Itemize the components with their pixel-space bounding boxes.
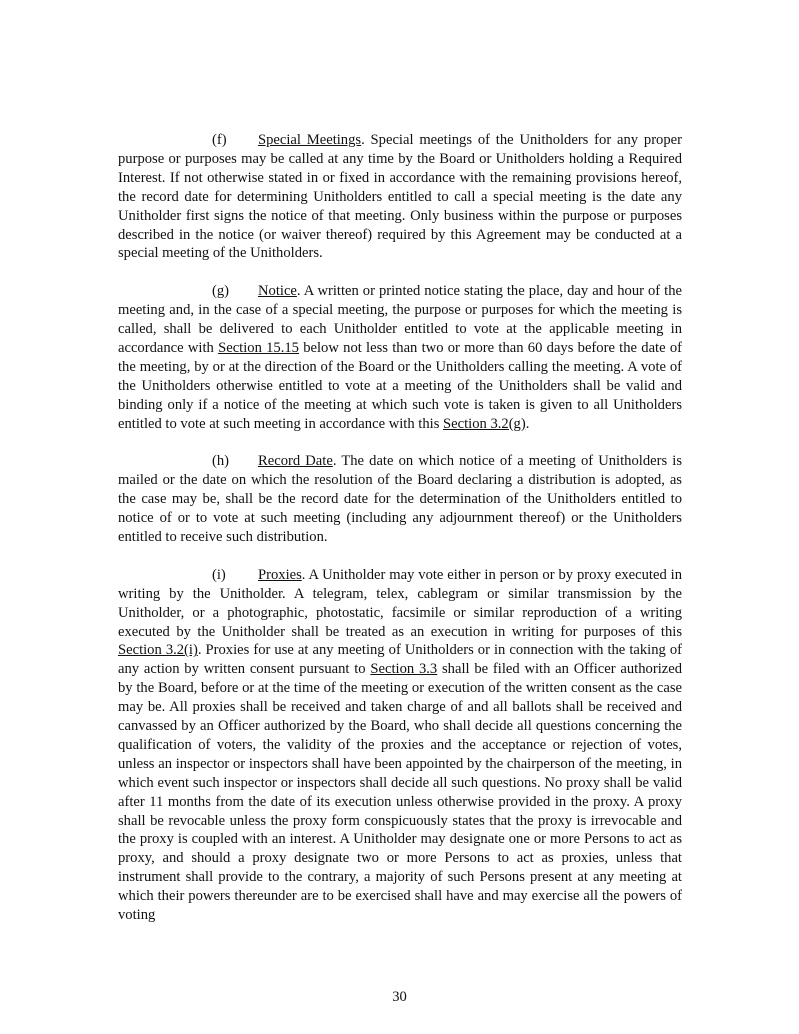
document-body bbox=[118, 131, 682, 944]
section-reference: Section 3.3 bbox=[370, 661, 438, 678]
page-number: 30 bbox=[392, 989, 407, 1005]
paragraph-marker: (i) bbox=[212, 566, 226, 583]
paragraph-text: . A written or printed notice stating the place, day and hour of the meeting and, in the case of a special meeting, the purpose or purposes for which the meeting is called, shall be delivered to each Unitholder entitled to vote at the applicable meeting in accordance with bbox=[118, 283, 682, 356]
paragraph-text: . bbox=[525, 415, 530, 432]
paragraph-marker: (g) bbox=[212, 283, 230, 300]
paragraph-text: . Proxies for use at any meeting of Unitholders or in connection with the taking of any action by written consent pursuant to bbox=[118, 642, 682, 678]
paragraph-marker: (h) bbox=[212, 453, 230, 470]
paragraph-heading: Record Date bbox=[258, 453, 333, 470]
paragraph-h-record-date bbox=[118, 452, 682, 547]
section-reference: Section 15.15 bbox=[218, 339, 299, 356]
paragraph-text: . Special meetings of the Unitholders for any proper purpose or purposes may be called at any time by the Board or Unitholders holding a Required Interest. If not otherwise stated in or fixed in accordance with the remaining provisions hereof, the record date for determining Unitholders entitled to call a special meeting is the date any Unitholder first signs the notice of that meeting. Only business within the purpose or purposes described in the notice (or waiver thereof) required by this Agreement may be conducted at a special meeting of the Unitholders. bbox=[118, 132, 682, 262]
paragraph-i-proxies bbox=[118, 566, 682, 925]
paragraph-heading: Proxies bbox=[258, 566, 302, 583]
paragraph-g-notice bbox=[118, 282, 682, 433]
paragraph-text: . The date on which notice of a meeting of Unitholders is mailed or the date on which the resolution of the Board declaring a distribution is adopted, as the case may be, shall be the record date for the determination of the Unitholders entitled to notice of or to vote at such meeting (including any adjournment thereof) or the Unitholders entitled to receive such distribution. bbox=[118, 453, 682, 545]
paragraph-text: shall be filed with an Officer authorized by the Board, before or at the time of the meeting or execution of the written consent as the case may be. All proxies shall be received and taken charge of and all ballots shall be received and canvassed by an Officer authorized by the Board, who shall decide all questions concerning the qualification of voters, the validity of the proxies and the acceptance or rejection of votes, unless an inspector or inspectors shall have been appointed by the chairperson of the meeting, in which event such inspector or inspectors shall decide all such questions. No proxy shall be valid after 11 months from the date of its execution unless otherwise provided in the proxy. A proxy shall be revocable unless the proxy form conspicuously states that the proxy is irrevocable and the proxy is coupled with an interest. A Unitholder may designate one or more Persons to act as proxy, and should a proxy designate two or more Persons to act as proxies, unless that instrument shall provide to the contrary, a majority of such Persons present at any meeting at which their powers thereunder are to be exercised shall have and may exercise all the powers of voting bbox=[118, 661, 682, 924]
paragraph-marker: (f) bbox=[212, 132, 227, 148]
paragraph-f-special-meetings bbox=[118, 131, 682, 263]
paragraph-heading: Notice bbox=[258, 283, 297, 300]
section-reference: Section 3.2(i) bbox=[118, 642, 198, 659]
paragraph-heading: Special Meetings bbox=[258, 132, 362, 148]
section-reference: Section 3.2(g) bbox=[443, 415, 526, 432]
paragraph-text: below not less than two or more than 60 days before the date of the meeting, by or at the direction of the Board or the Unitholders calling the meeting. A vote of the Unitholders otherwise entitled to vote at a meeting of the Unitholders shall be valid and binding only if a notice of the meeting at which such vote is taken is given to all Unitholders entitled to vote at such meeting in accordance with this bbox=[118, 339, 682, 432]
paragraph-text: . A Unitholder may vote either in person or by proxy executed in writing by the Unitholder. A telegram, telex, cablegram or similar transmission by the Unitholder, or a photographic, photostatic, facsimile or similar reproduction of a writing executed by the Unitholder shall be treated as an execution in writing for purposes of this bbox=[118, 566, 682, 640]
